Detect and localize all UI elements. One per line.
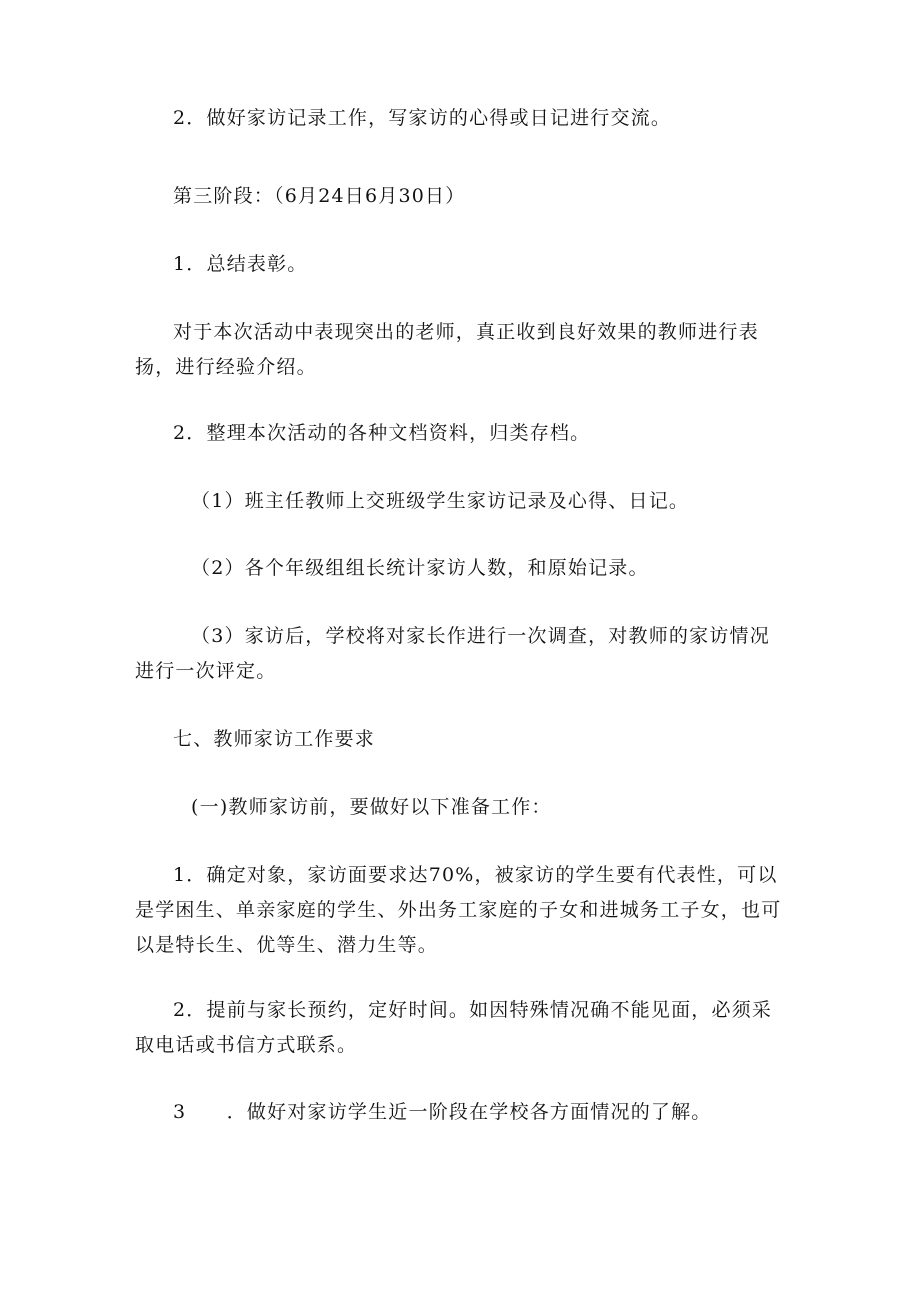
paragraph-school-survey: （3）家访后，学校将对家长作进行一次调查，对教师的家访情况进行一次评定。 bbox=[135, 625, 770, 682]
paragraph-make-appointment: 2．提前与家长预约，定好时间。如因特殊情况确不能见面，必须采取电话或书信方式联系。 bbox=[135, 999, 773, 1056]
paragraph-understand-student: 3 ．做好对家访学生近一阶段在学校各方面情况的了解。 bbox=[173, 1101, 712, 1123]
paragraph-head-teacher-submit: （1）班主任教师上交班级学生家访记录及心得、日记。 bbox=[191, 490, 690, 512]
paragraph-confirm-targets: 1．确定对象，家访面要求达70%，被家访的学生要有代表性，可以是学困生、单亲家庭的学生、外出务工家庭的子女和进城务工子女，也可以是特长生、优等生、潜力生等。 bbox=[135, 864, 782, 956]
paragraph-archive-documents: 2．整理本次活动的各种文档资料，归类存档。 bbox=[173, 422, 591, 444]
paragraph-record-diary: 2．做好家访记录工作，写家访的心得或日记进行交流。 bbox=[173, 107, 672, 129]
paragraph-grade-leaders-count: （2）各个年级组组长统计家访人数，和原始记录。 bbox=[191, 557, 649, 579]
section-heading-requirements: 七、教师家访工作要求 bbox=[173, 728, 376, 750]
paragraph-commend-teachers: 对于本次活动中表现突出的老师，真正收到良好效果的教师进行表扬，进行经验介绍。 bbox=[135, 321, 759, 378]
paragraph-preparation-work: (一)教师家访前，要做好以下准备工作： bbox=[191, 796, 552, 818]
paragraph-stage-three: 第三阶段：（6月24日6月30日） bbox=[173, 185, 466, 207]
paragraph-summary-commendation: 1．总结表彰。 bbox=[173, 253, 308, 275]
